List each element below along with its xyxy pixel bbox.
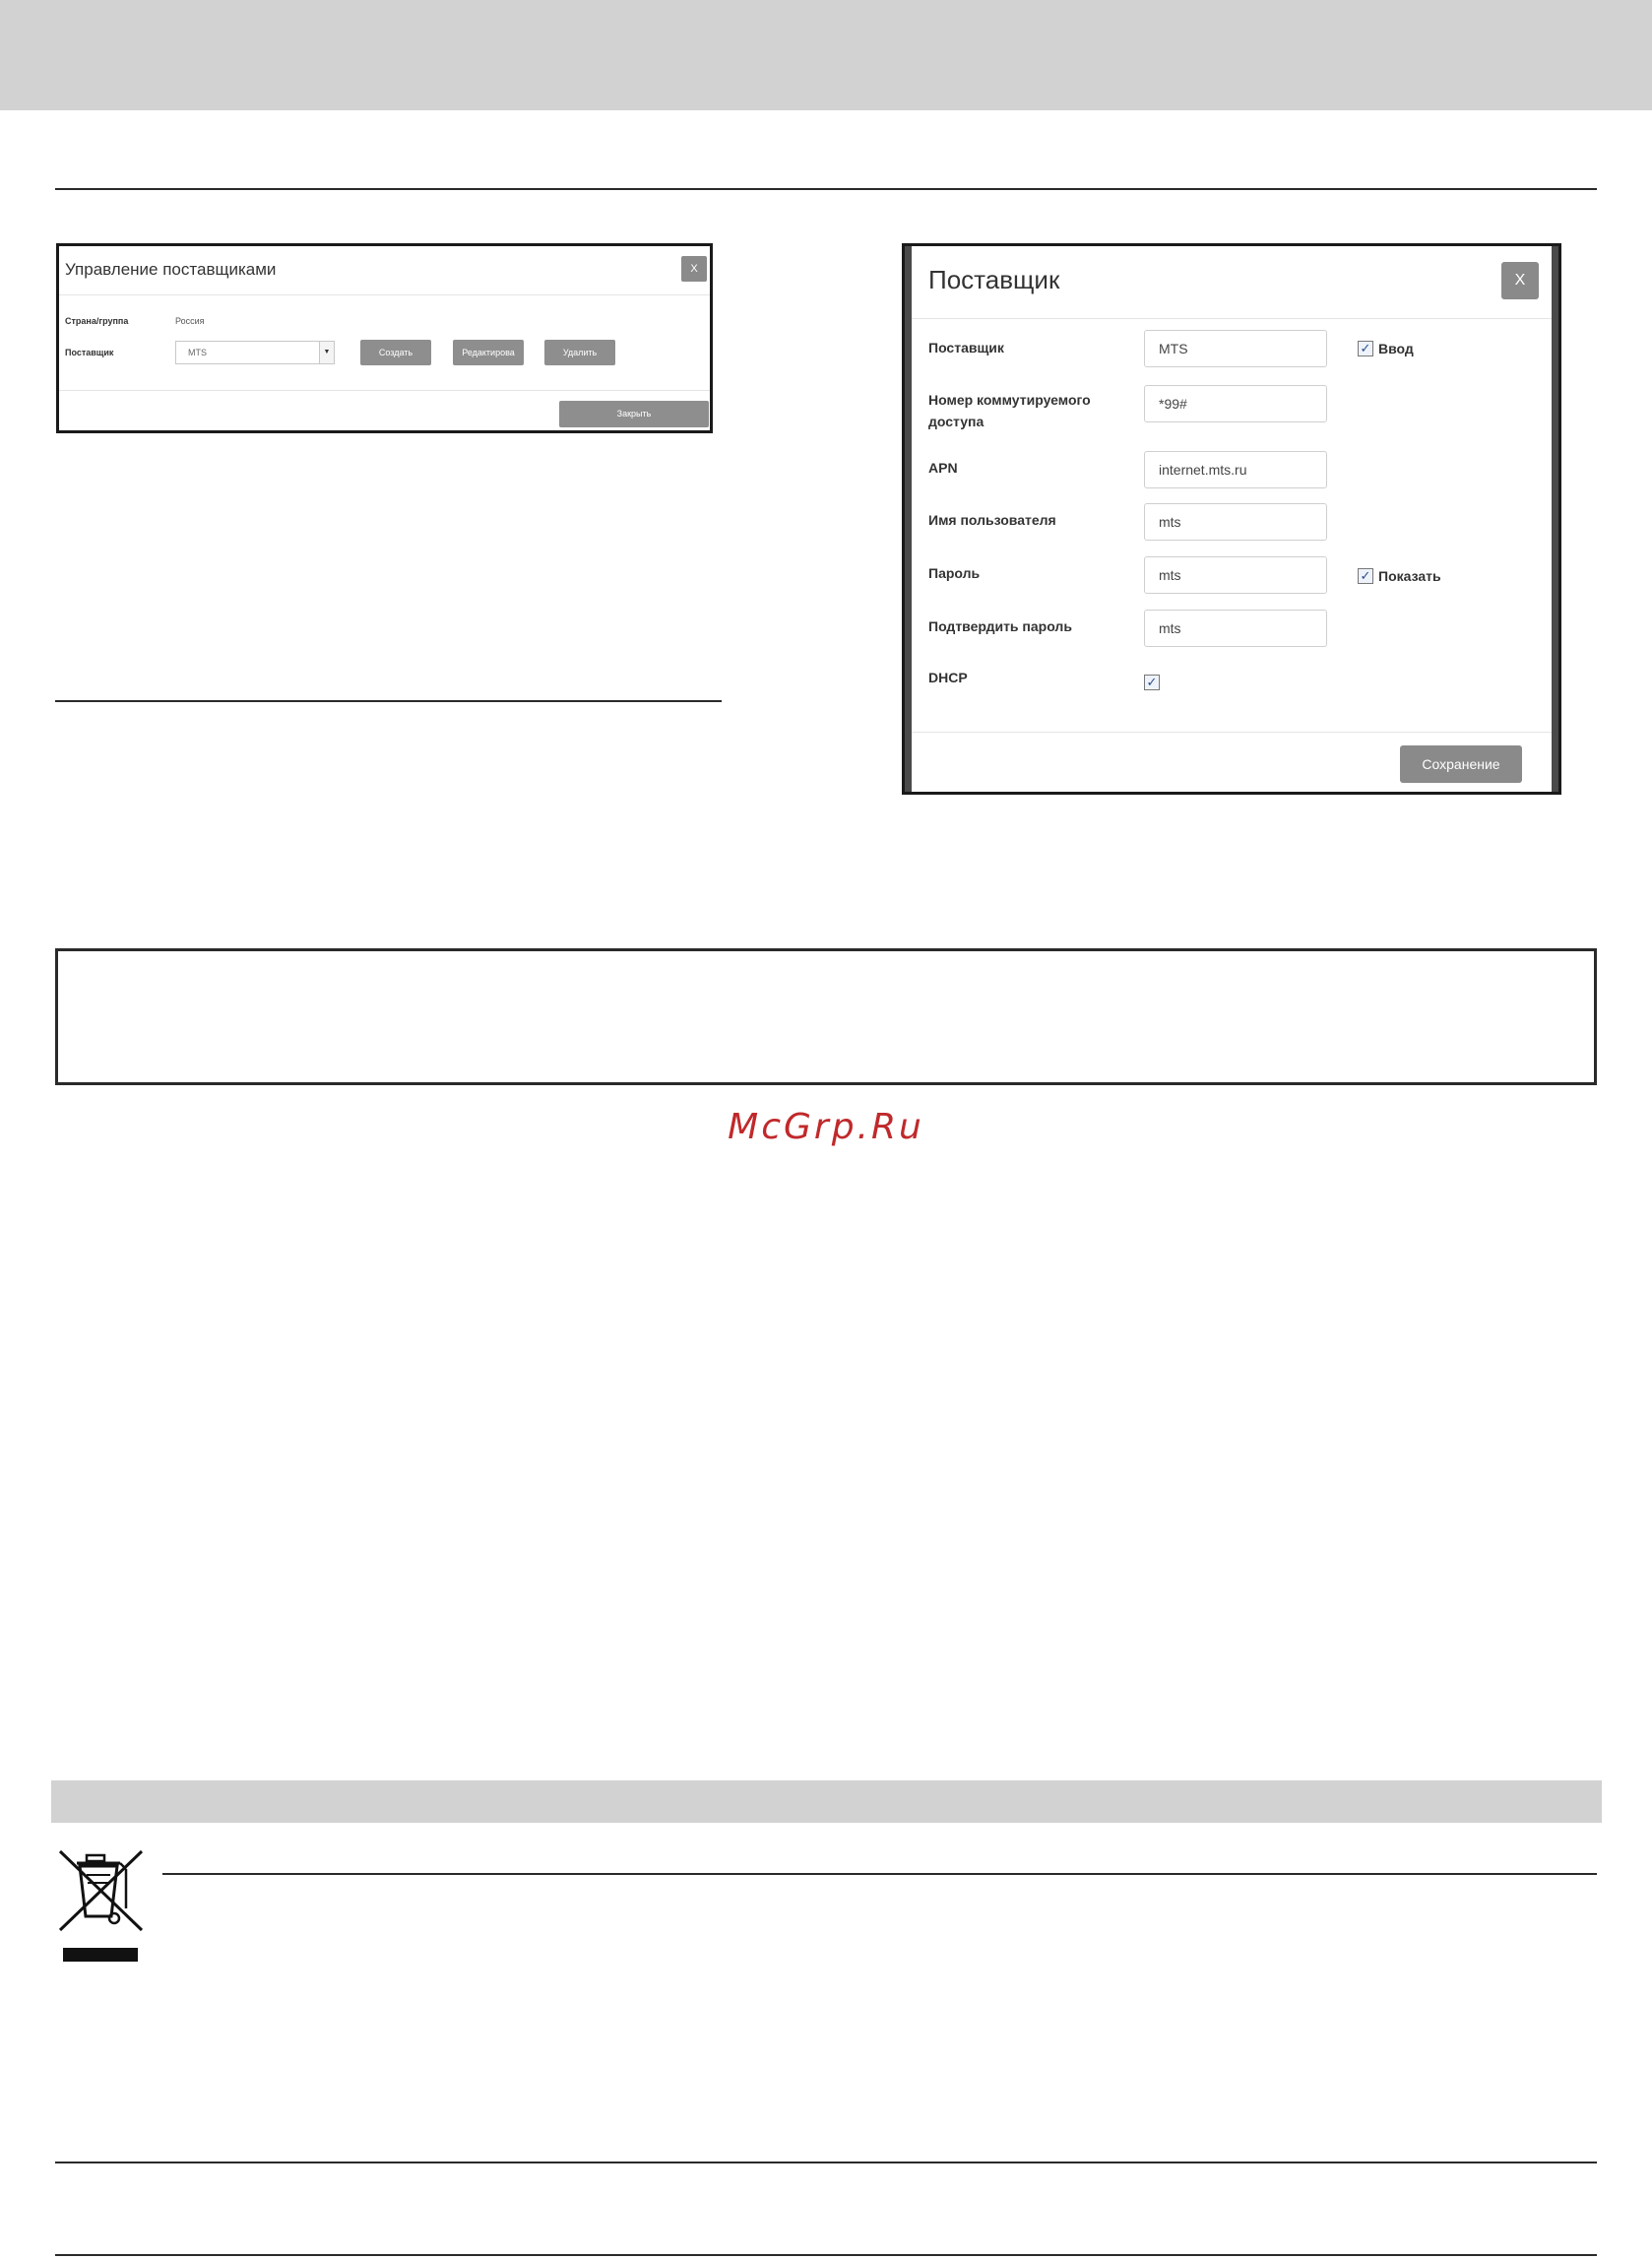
header-band	[0, 0, 1652, 110]
apn-input[interactable]: internet.mts.ru	[1144, 451, 1327, 488]
watermark: McGrp.Ru	[728, 1107, 924, 1147]
dialog-footer-divider	[912, 732, 1552, 733]
dial-number-label	[928, 389, 1091, 432]
confirm-password-label: Подтвердить пароль	[928, 618, 1072, 634]
provider-management-dialog	[56, 243, 713, 433]
close-icon[interactable]: X	[1501, 262, 1539, 299]
provider-label: Поставщик	[65, 348, 114, 357]
dialog-divider	[912, 318, 1552, 319]
create-button[interactable]: Создать	[360, 340, 431, 365]
show-password-checkbox[interactable]: ✓	[1358, 568, 1373, 584]
dialog-divider	[59, 294, 710, 295]
apn-label: APN	[928, 460, 958, 476]
input-checkbox[interactable]: ✓	[1358, 341, 1373, 356]
footer-divider	[55, 2254, 1597, 2256]
bottom-divider	[55, 2162, 1597, 2163]
provider-input[interactable]: MTS	[1144, 330, 1327, 367]
section-divider	[55, 700, 722, 702]
section-band	[51, 1780, 1602, 1823]
provider-select[interactable]	[175, 341, 335, 364]
provider-label: Поставщик	[928, 340, 1004, 355]
top-divider	[55, 188, 1597, 190]
dialog-title: Управление поставщиками	[65, 260, 277, 279]
backdrop-edge	[905, 246, 912, 792]
dial-number-input[interactable]: *99#	[1144, 385, 1327, 422]
dhcp-checkbox[interactable]: ✓	[1144, 675, 1160, 690]
close-icon[interactable]: X	[681, 256, 707, 282]
dialog-title: Поставщик	[928, 265, 1060, 294]
password-input[interactable]: mts	[1144, 556, 1327, 594]
edit-button[interactable]: Редактирова	[453, 340, 524, 365]
dial-number-label-line1: Номер коммутируемого	[928, 392, 1091, 408]
country-value: Россия	[175, 316, 205, 326]
section-divider	[162, 1873, 1597, 1875]
username-label: Имя пользователя	[928, 512, 1056, 528]
dhcp-label: DHCP	[928, 670, 968, 685]
close-button[interactable]: Закрыть	[559, 401, 709, 427]
provider-dialog	[902, 243, 1561, 795]
dial-number-label-line2: доступа	[928, 414, 985, 429]
show-password-label: Показать	[1378, 568, 1441, 584]
backdrop-edge	[1552, 246, 1558, 792]
password-label: Пароль	[928, 565, 981, 581]
note-box	[55, 948, 1597, 1085]
delete-button[interactable]: Удалить	[544, 340, 615, 365]
weee-crossed-bin-icon	[57, 1849, 146, 1966]
save-button[interactable]: Сохранение	[1400, 745, 1522, 783]
chevron-down-icon[interactable]: ▼	[319, 342, 334, 363]
username-input[interactable]: mts	[1144, 503, 1327, 541]
input-checkbox-label: Ввод	[1378, 341, 1414, 356]
country-label: Страна/группа	[65, 316, 129, 326]
provider-select-value: MTS	[188, 348, 207, 357]
dialog-footer-divider	[59, 390, 710, 391]
confirm-password-input[interactable]: mts	[1144, 610, 1327, 647]
